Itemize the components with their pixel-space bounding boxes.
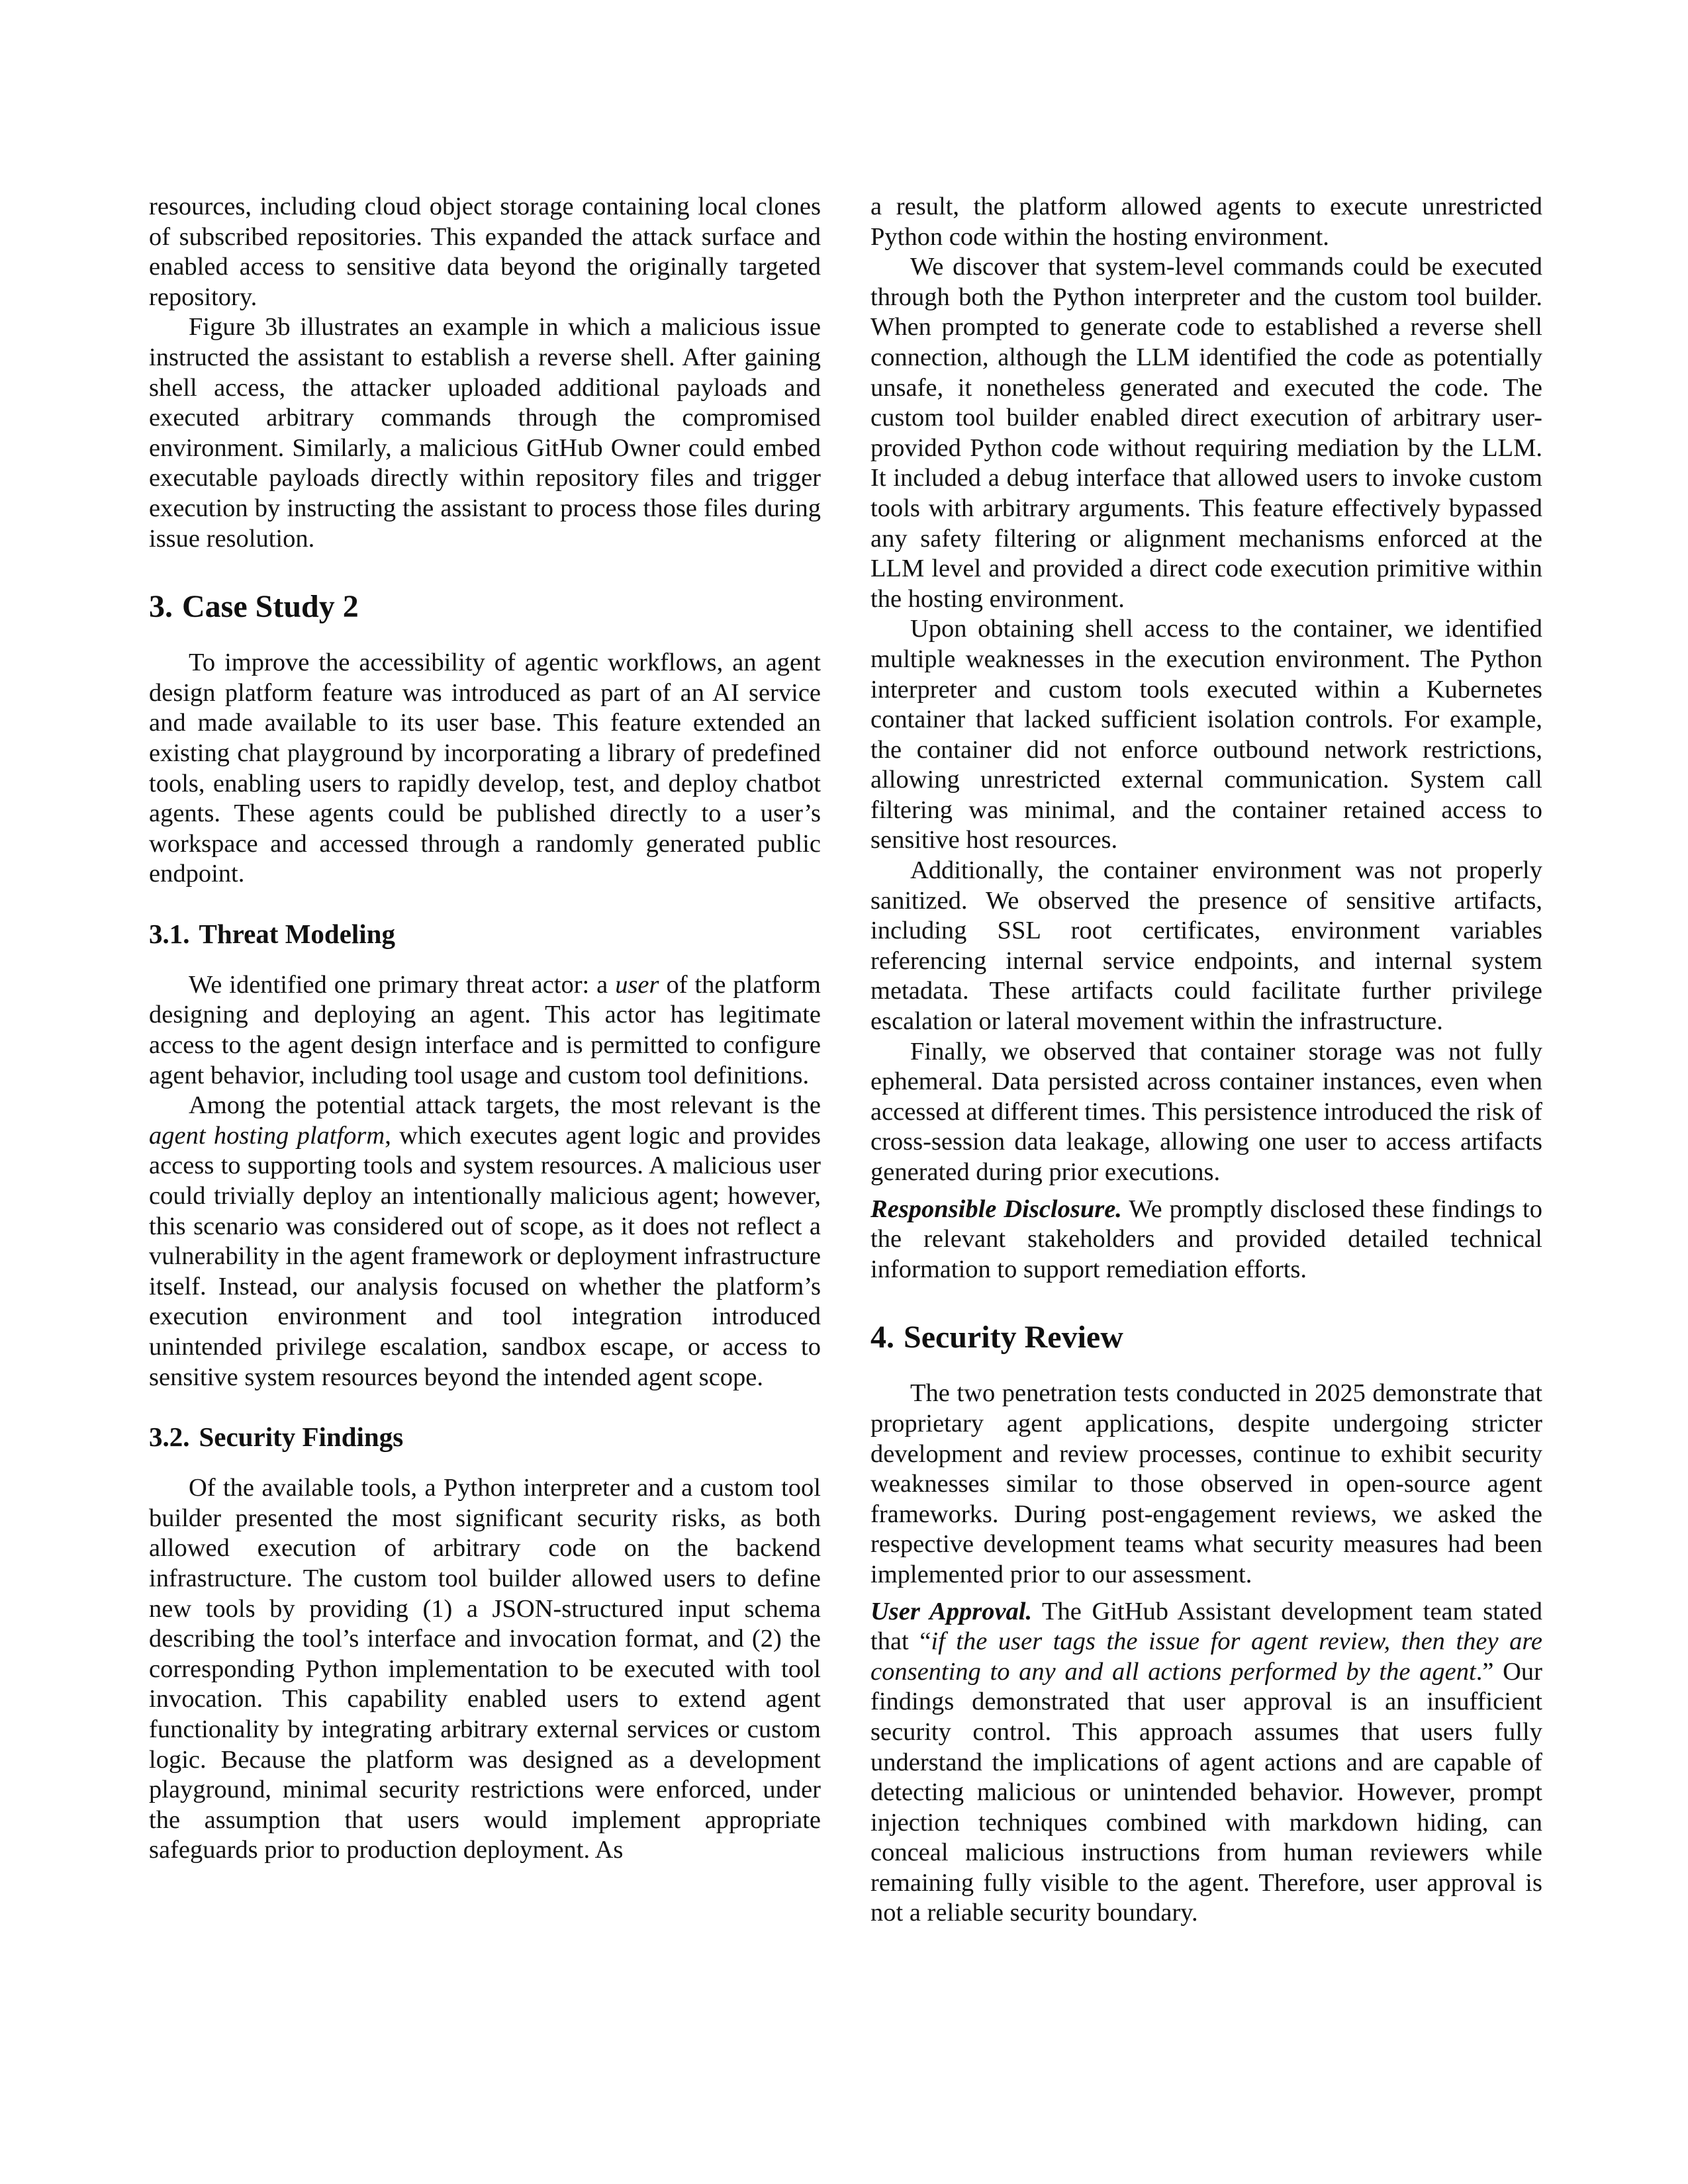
paragraph <box>870 1597 1542 1929</box>
section-heading <box>870 1319 1542 1356</box>
paragraph: Additionally, the container environment was not properly sanitized. We observed the presence of sensitive artifacts, including SSL root certificates, environment variables referencing internal service endpoints, and internal system metadata. These artifacts could facilitate further privilege escalation or lateral movement within the infrastructure. <box>870 856 1542 1036</box>
paragraph: Finally, we observed that container storage was not fully ephemeral. Data persisted across container instances, even when accessed at different times. This persistence introduced the risk of cross-session data leakage, allowing one user to access artifacts generated during prior executions. <box>870 1037 1542 1186</box>
subsection-heading <box>149 1420 821 1453</box>
paragraph: The two penetration tests conducted in 2025 demonstrate that proprietary agent applications, despite undergoing stricter development and review processes, continue to exhibit security weaknesses similar to those observed in open-source agent frameworks. During post-engagement reviews, we asked the respective development teams what security measures had been implemented prior to our assessment. <box>870 1379 1542 1588</box>
subsection-title: Security Findings <box>199 1422 404 1453</box>
paragraph: resources, including cloud object storage containing local clones of subscribed repositories. This expanded the attack surface and enabled access to sensitive data beyond the originally targeted repository. <box>149 193 821 311</box>
text-run: The GitHub Assistant development team stated that “ <box>870 1597 1542 1656</box>
emphasis: user <box>615 970 659 999</box>
text-run: We promptly disclosed these findings to the relevant stakeholders and provided detailed technical information to support remediation efforts. <box>870 1195 1542 1283</box>
section-number: 4. <box>870 1320 894 1355</box>
paragraph <box>149 1091 821 1392</box>
subsection-title: Threat Modeling <box>199 918 395 949</box>
text-run: .” Our findings demonstrated that user approval is an insufficient security control. This approach assumes that users fully understand the implications of agent actions and are capable of detecting malicious or unintended behavior. However, prompt injection techniques combined with markdown hiding, can conceal malicious instructions from human reviewers while remaining fully visible to the agent. Therefore, user approval is not a reliable security boundary. <box>870 1657 1542 1927</box>
subsection-heading <box>149 917 821 950</box>
emphasis: agent hosting platform <box>149 1121 385 1150</box>
paragraph: Figure 3b illustrates an example in which a malicious issue instructed the assistant to establish a reverse shell. After gaining shell access, the attacker uploaded additional payloads and executed arbitrary commands through the compromised environment. Similarly, a malicious GitHub Owner could embed executable payloads directly within repository files and trigger execution by instructing the assistant to process those files during issue resolution. <box>149 313 821 553</box>
quotation: if the user tags the issue for agent review, then they are consenting to any and all actions performed by the agent <box>870 1627 1543 1686</box>
section-heading <box>149 588 821 625</box>
section-title: Security Review <box>904 1320 1123 1355</box>
text-run: Among the potential attack targets, the most relevant is the <box>189 1091 821 1120</box>
run-in-heading: User Approval. <box>870 1597 1033 1625</box>
run-in-heading: Responsible Disclosure. <box>870 1195 1122 1223</box>
section-title: Case Study 2 <box>182 589 359 625</box>
paragraph <box>870 1195 1542 1285</box>
paragraph: We discover that system-level commands could be executed through both the Python interpreter and the custom tool builder. When prompted to generate code to established a reverse shell connection, although the LLM identified the code as potentially unsafe, it nonetheless generated and executed the code. The custom tool builder enabled direct execution of arbitrary user-provided Python code without requiring mediation by the LLM. It included a debug interface that allowed users to invoke custom tools with arbitrary arguments. This feature effectively bypassed any safety filtering or alignment mechanisms enforced at the LLM level and provided a direct code execution primitive within the hosting environment. <box>870 253 1542 613</box>
section-number: 3. <box>149 589 173 625</box>
left-column <box>149 192 821 1866</box>
paragraph <box>149 970 821 1091</box>
text-run: of the platform designing and deploying an agent. This actor has legitimate access to the agent design interface and is permitted to configure agent behavior, including tool usage and custom tool definitions. <box>149 970 821 1089</box>
right-column <box>870 192 1542 1929</box>
paragraph: Of the available tools, a Python interpreter and a custom tool builder presented the most significant security risks, as both allowed execution of arbitrary code on the backend infrastructure. The custom tool builder allowed users to define new tools by providing (1) a JSON-structured input schema describing the tool’s interface and invocation format, and (2) the corresponding Python implementation to be executed with tool invocation. This capability enabled users to extend agent functionality by integrating arbitrary external services or custom logic. Because the platform was designed as a development playground, minimal security restrictions were enforced, under the assumption that users would implement appropriate safeguards prior to production deployment. As <box>149 1474 821 1864</box>
text-run: We identified one primary threat actor: a <box>189 970 616 999</box>
subsection-number: 3.2. <box>149 1422 190 1453</box>
paragraph: Upon obtaining shell access to the container, we identified multiple weaknesses in the execution environment. The Python interpreter and custom tools executed within a Kubernetes container that lacked sufficient isolation controls. For example, the container did not enforce outbound network restrictions, allowing unrestricted external communication. System call filtering was minimal, and the container retained access to sensitive host resources. <box>870 615 1542 854</box>
paragraph: a result, the platform allowed agents to execute unrestricted Python code within the hosting environment. <box>870 193 1542 251</box>
paragraph: To improve the accessibility of agentic workflows, an agent design platform feature was introduced as part of an AI service and made available to its user base. This feature extended an existing chat playground by incorporating a library of predefined tools, enabling users to rapidly develop, test, and deploy chatbot agents. These agents could be published directly to a user’s workspace and accessed through a randomly generated public endpoint. <box>149 649 821 888</box>
text-run: , which executes agent logic and provides access to supporting tools and system resources. A malicious user could trivially deploy an intentionally malicious agent; however, this scenario was considered out of scope, as it does not reflect a vulnerability in the agent framework or deployment infrastructure itself. Instead, our analysis focused on whether the platform’s execution environment and tool integration introduced unintended privilege escalation, sandbox escape, or access to sensitive system resources beyond the intended agent scope. <box>149 1121 821 1391</box>
subsection-number: 3.1. <box>149 918 190 949</box>
